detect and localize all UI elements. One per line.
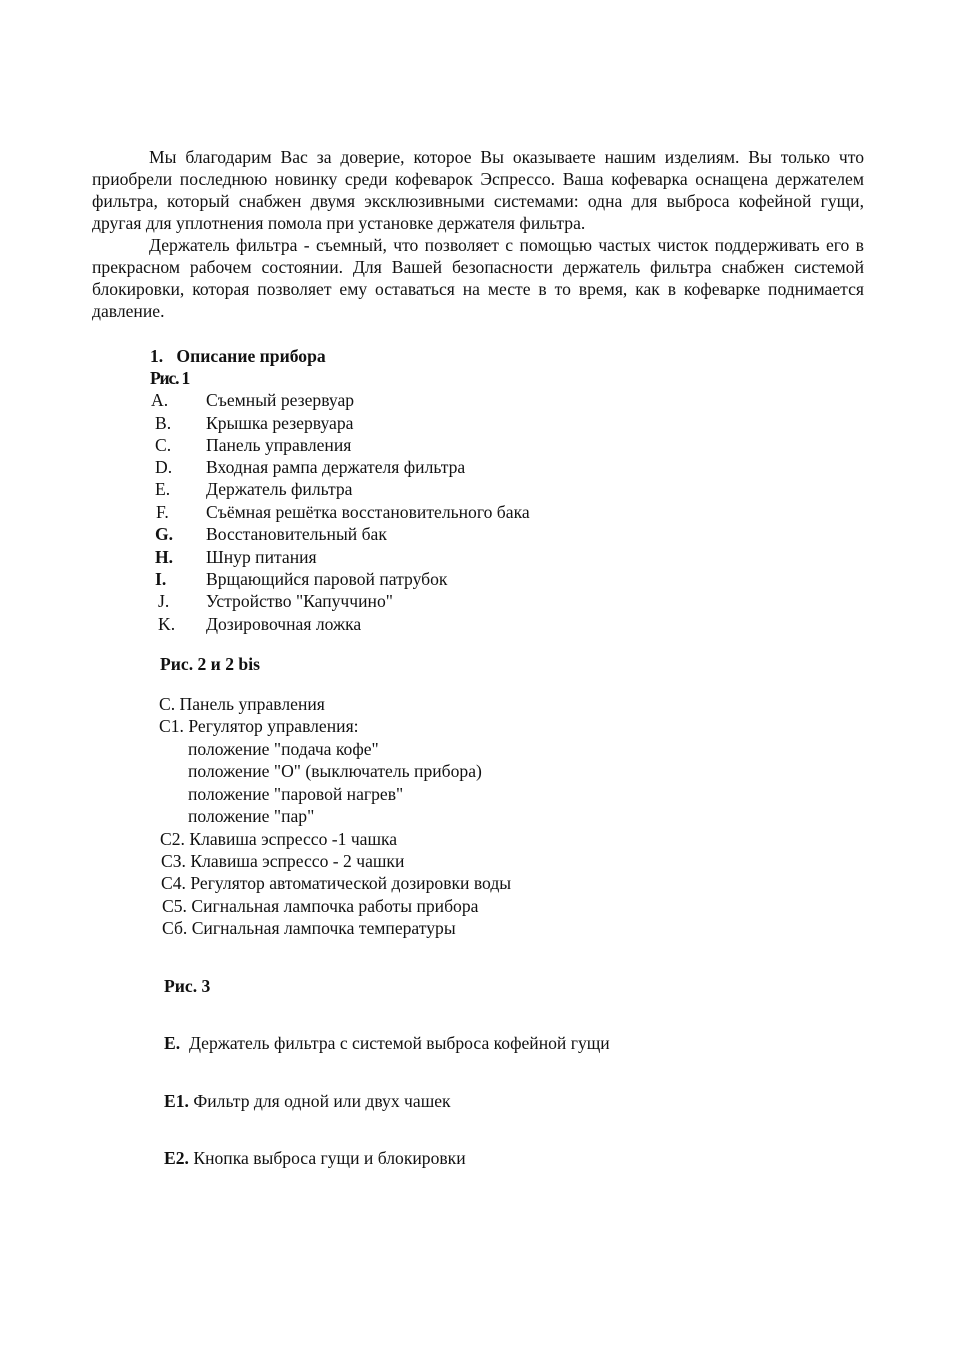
list-item: СЗ. Клавиша эспрессо - 2 чашки — [161, 851, 405, 871]
list-item — [164, 1147, 466, 1169]
list-item-text: Крышка резервуара — [206, 413, 354, 433]
list-item: С5. Сигнальная лампочка работы прибора — [162, 896, 479, 916]
list-item-letter: G. — [155, 524, 174, 544]
list-item-text: Входная рампа держателя фильтра — [206, 457, 466, 477]
list-item-letter: A. — [151, 390, 169, 410]
item-text: Держатель фильтра с системой выброса кофейной гущи — [188, 1033, 610, 1053]
list-subitem: положение "пар" — [188, 806, 315, 826]
list-item — [164, 1032, 610, 1054]
list-item-letter: I. — [155, 569, 167, 589]
list-item: С1. Регулятор управления: — [159, 716, 359, 736]
list-item-letter: J. — [158, 591, 170, 611]
figure-3-label: Рис. 3 — [164, 976, 211, 996]
list-item-text: Устройство "Капуччино" — [206, 591, 393, 611]
list-subitem: положение "подача кофе" — [188, 739, 379, 759]
list-item-letter: B. — [155, 413, 172, 433]
list-item-text: Съёмная решётка восстановительного бака — [206, 502, 530, 522]
list-item-text: Шнур питания — [206, 547, 317, 567]
list-item: С2. Клавиша эспрессо -1 чашка — [160, 829, 398, 849]
figure-1-label: Рис. 1 — [150, 368, 190, 388]
list-subitem: положение "О" (выключатель прибора) — [188, 761, 482, 781]
list-item-text: Держатель фильтра — [206, 479, 353, 499]
item-code: Е1. — [164, 1091, 189, 1111]
section-heading — [150, 345, 326, 367]
list-item-letter: E. — [155, 479, 171, 499]
list-item-text: Панель управления — [206, 435, 352, 455]
list-item-text: Дозировочная ложка — [206, 614, 362, 634]
list-item-text: Врщающийся паровой патрубок — [206, 569, 448, 589]
list-item-letter: C. — [155, 435, 172, 455]
intro-paragraph-2: Держатель фильтра - съемный, что позволяет с помощью частых чисток поддерживать его в прекрасном рабочем состоянии. Для Вашей безопасности держатель фильтра снабжен системой блокировки, которая позволяет ему оставаться на месте в то время, как в кофеварке поднимается давление. — [92, 235, 864, 321]
list-item-letter: F. — [156, 502, 169, 522]
list-item: Сб. Сигнальная лампочка температуры — [162, 918, 456, 938]
section-number: 1. — [150, 346, 164, 366]
list-item: С4. Регулятор автоматической дозировки воды — [161, 873, 512, 893]
section-title: Описание прибора — [176, 346, 326, 366]
list-subitem: положение "паровой нагрев" — [188, 784, 404, 804]
item-text: Фильтр для одной или двух чашек — [193, 1091, 451, 1111]
list-item — [164, 1090, 451, 1112]
list-item-letter: K. — [158, 614, 176, 634]
intro-paragraph-1: Мы благодарим Вас за доверие, которое Вы оказываете нашим изделиям. Вы только что приобрели последнюю новинку среди кофеварок Эспрессо. Ваша кофеварка оснащена держателем фильтра, который снабжен двумя эксклюзивными системами: одна для выброса кофейной гущи, другая для уплотнения помола при установке держателя фильтра. — [92, 147, 864, 233]
figure-2-label: Рис. 2 и 2 bis — [160, 654, 260, 674]
item-code: Е. — [164, 1033, 181, 1053]
intro-text — [92, 146, 864, 322]
item-code: Е2. — [164, 1148, 189, 1168]
list-item-text: Восстановительный бак — [206, 524, 387, 544]
list-item: С. Панель управления — [159, 694, 325, 714]
list-item-letter: H. — [155, 547, 174, 567]
item-text: Кнопка выброса гущи и блокировки — [193, 1148, 466, 1168]
list-item-text: Съемный резервуар — [206, 390, 355, 410]
list-item-letter: D. — [155, 457, 173, 477]
